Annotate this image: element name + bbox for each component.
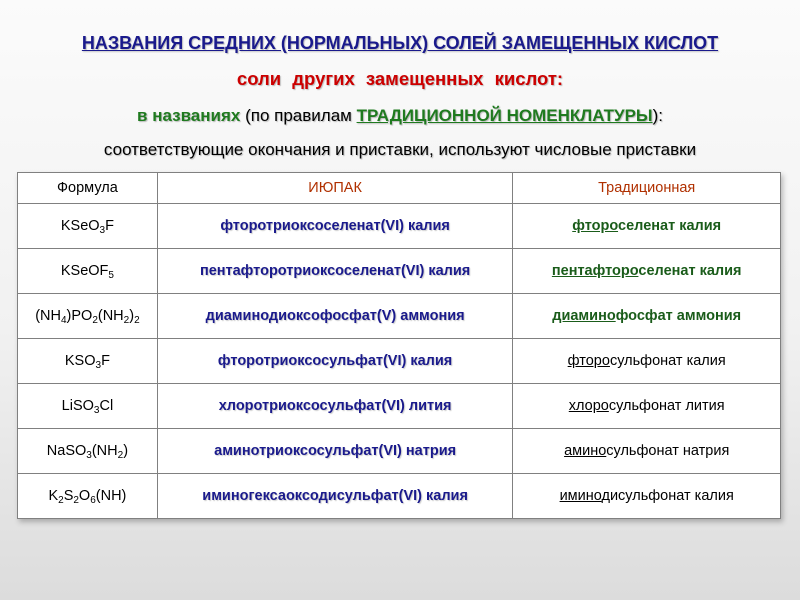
formula-subscript: 4 — [60, 315, 67, 326]
table-row — [18, 294, 781, 339]
formula-subscript: 3 — [86, 450, 92, 461]
rule-line — [0, 106, 800, 126]
formula-text: KSO — [64, 353, 96, 369]
cell-traditional-name — [513, 474, 781, 519]
page-subtitle: соли других замещенных кислот: — [236, 68, 564, 89]
col-header-traditional: Традиционная — [513, 173, 781, 204]
table-row — [18, 204, 781, 249]
table-row — [18, 249, 781, 294]
traditional-prefix: амино — [564, 443, 607, 459]
traditional-prefix: фторо — [572, 218, 619, 234]
formula-text: ) — [123, 443, 129, 459]
traditional-rest: фосфат аммония — [615, 308, 742, 324]
cell-formula — [18, 204, 158, 249]
cell-traditional-name — [513, 294, 781, 339]
table-row — [18, 384, 781, 429]
cell-traditional-name — [513, 249, 781, 294]
cell-iupac-name: пентафторотриоксоселенат(VI) калия — [157, 249, 513, 294]
formula-subscript: 3 — [93, 405, 100, 416]
rule-mid: (по правилам — [240, 106, 357, 125]
cell-iupac-name: фторотриоксосульфат(VI) калия — [157, 339, 513, 384]
traditional-rest: сульфонат натрия — [606, 443, 730, 459]
traditional-prefix: хлоро — [568, 398, 609, 414]
traditional-rest: сульфонат калия — [609, 353, 726, 369]
cell-iupac-name: диаминодиоксофосфат(V) аммония — [157, 294, 513, 339]
formula-subscript: 2 — [73, 495, 79, 506]
formula-text: (NH — [35, 308, 61, 324]
traditional-rest: селенат калия — [618, 218, 722, 234]
cell-traditional-name — [513, 384, 781, 429]
cell-traditional-name — [513, 429, 781, 474]
formula-text: ) — [129, 308, 135, 324]
rule-key: ТРАДИЦИОННОЙ НОМЕНКЛАТУРЫ — [356, 106, 653, 125]
formula-subscript: 3 — [99, 225, 106, 236]
cell-iupac-name: иминогексаоксодисульфат(VI) калия — [157, 474, 513, 519]
page-title: НАЗВАНИЯ СРЕДНИХ (НОРМАЛЬНЫХ) СОЛЕЙ ЗАМЕЩЕННЫХ КИСЛОТ — [81, 33, 719, 53]
col-header-formula: Формула — [18, 173, 158, 204]
traditional-prefix: диамино — [552, 308, 616, 324]
formula-subscript: 2 — [58, 495, 64, 506]
formula-subscript: 2 — [134, 315, 140, 326]
formula-text: LiSO — [61, 398, 94, 414]
col-header-iupac: ИЮПАК — [157, 173, 513, 204]
formula-text: (NH — [91, 443, 118, 459]
rule-note: соответствующие окончания и приставки, используют числовые приставки — [103, 140, 697, 159]
formula-text: (NH — [97, 308, 124, 324]
formula-text: NaSO — [46, 443, 87, 459]
cell-formula — [18, 339, 158, 384]
salts-table — [17, 172, 781, 519]
formula-text: F — [105, 218, 114, 234]
formula-text: KSeO — [60, 218, 100, 234]
traditional-rest: селенат калия — [638, 263, 742, 279]
formula-text: F — [101, 353, 110, 369]
table-row — [18, 429, 781, 474]
formula-text: O — [78, 488, 91, 504]
formula-text: )PO — [66, 308, 93, 324]
traditional-rest: сульфонат лития — [608, 398, 725, 414]
formula-text: KSeOF — [60, 263, 109, 279]
cell-formula — [18, 249, 158, 294]
traditional-prefix: имино — [559, 488, 602, 504]
formula-subscript: 2 — [123, 315, 130, 326]
formula-subscript: 6 — [90, 495, 96, 506]
table-row — [18, 474, 781, 519]
cell-traditional-name — [513, 339, 781, 384]
rule-end: ): — [652, 106, 663, 125]
traditional-prefix: пентафторо — [551, 263, 639, 279]
table-row — [18, 339, 781, 384]
rule-lead: в названиях — [137, 106, 241, 125]
formula-text: K — [48, 488, 59, 504]
cell-iupac-name: фторотриоксоселенат(VI) калия — [157, 204, 513, 249]
cell-traditional-name — [513, 204, 781, 249]
cell-formula — [18, 474, 158, 519]
formula-subscript: 2 — [117, 450, 124, 461]
cell-formula — [18, 429, 158, 474]
table-header-row — [18, 173, 781, 204]
cell-iupac-name: хлоротриоксосульфат(VI) лития — [157, 384, 513, 429]
traditional-prefix: фторо — [567, 353, 610, 369]
cell-formula — [18, 294, 158, 339]
formula-text: S — [63, 488, 74, 504]
traditional-rest: дисульфонат калия — [601, 488, 734, 504]
formula-text: Cl — [99, 398, 114, 414]
formula-subscript: 3 — [95, 360, 102, 371]
formula-subscript: 2 — [92, 315, 98, 326]
cell-formula — [18, 384, 158, 429]
cell-iupac-name: аминотриоксосульфат(VI) натрия — [157, 429, 513, 474]
formula-subscript: 5 — [108, 270, 114, 281]
formula-text: (NH) — [95, 488, 127, 504]
